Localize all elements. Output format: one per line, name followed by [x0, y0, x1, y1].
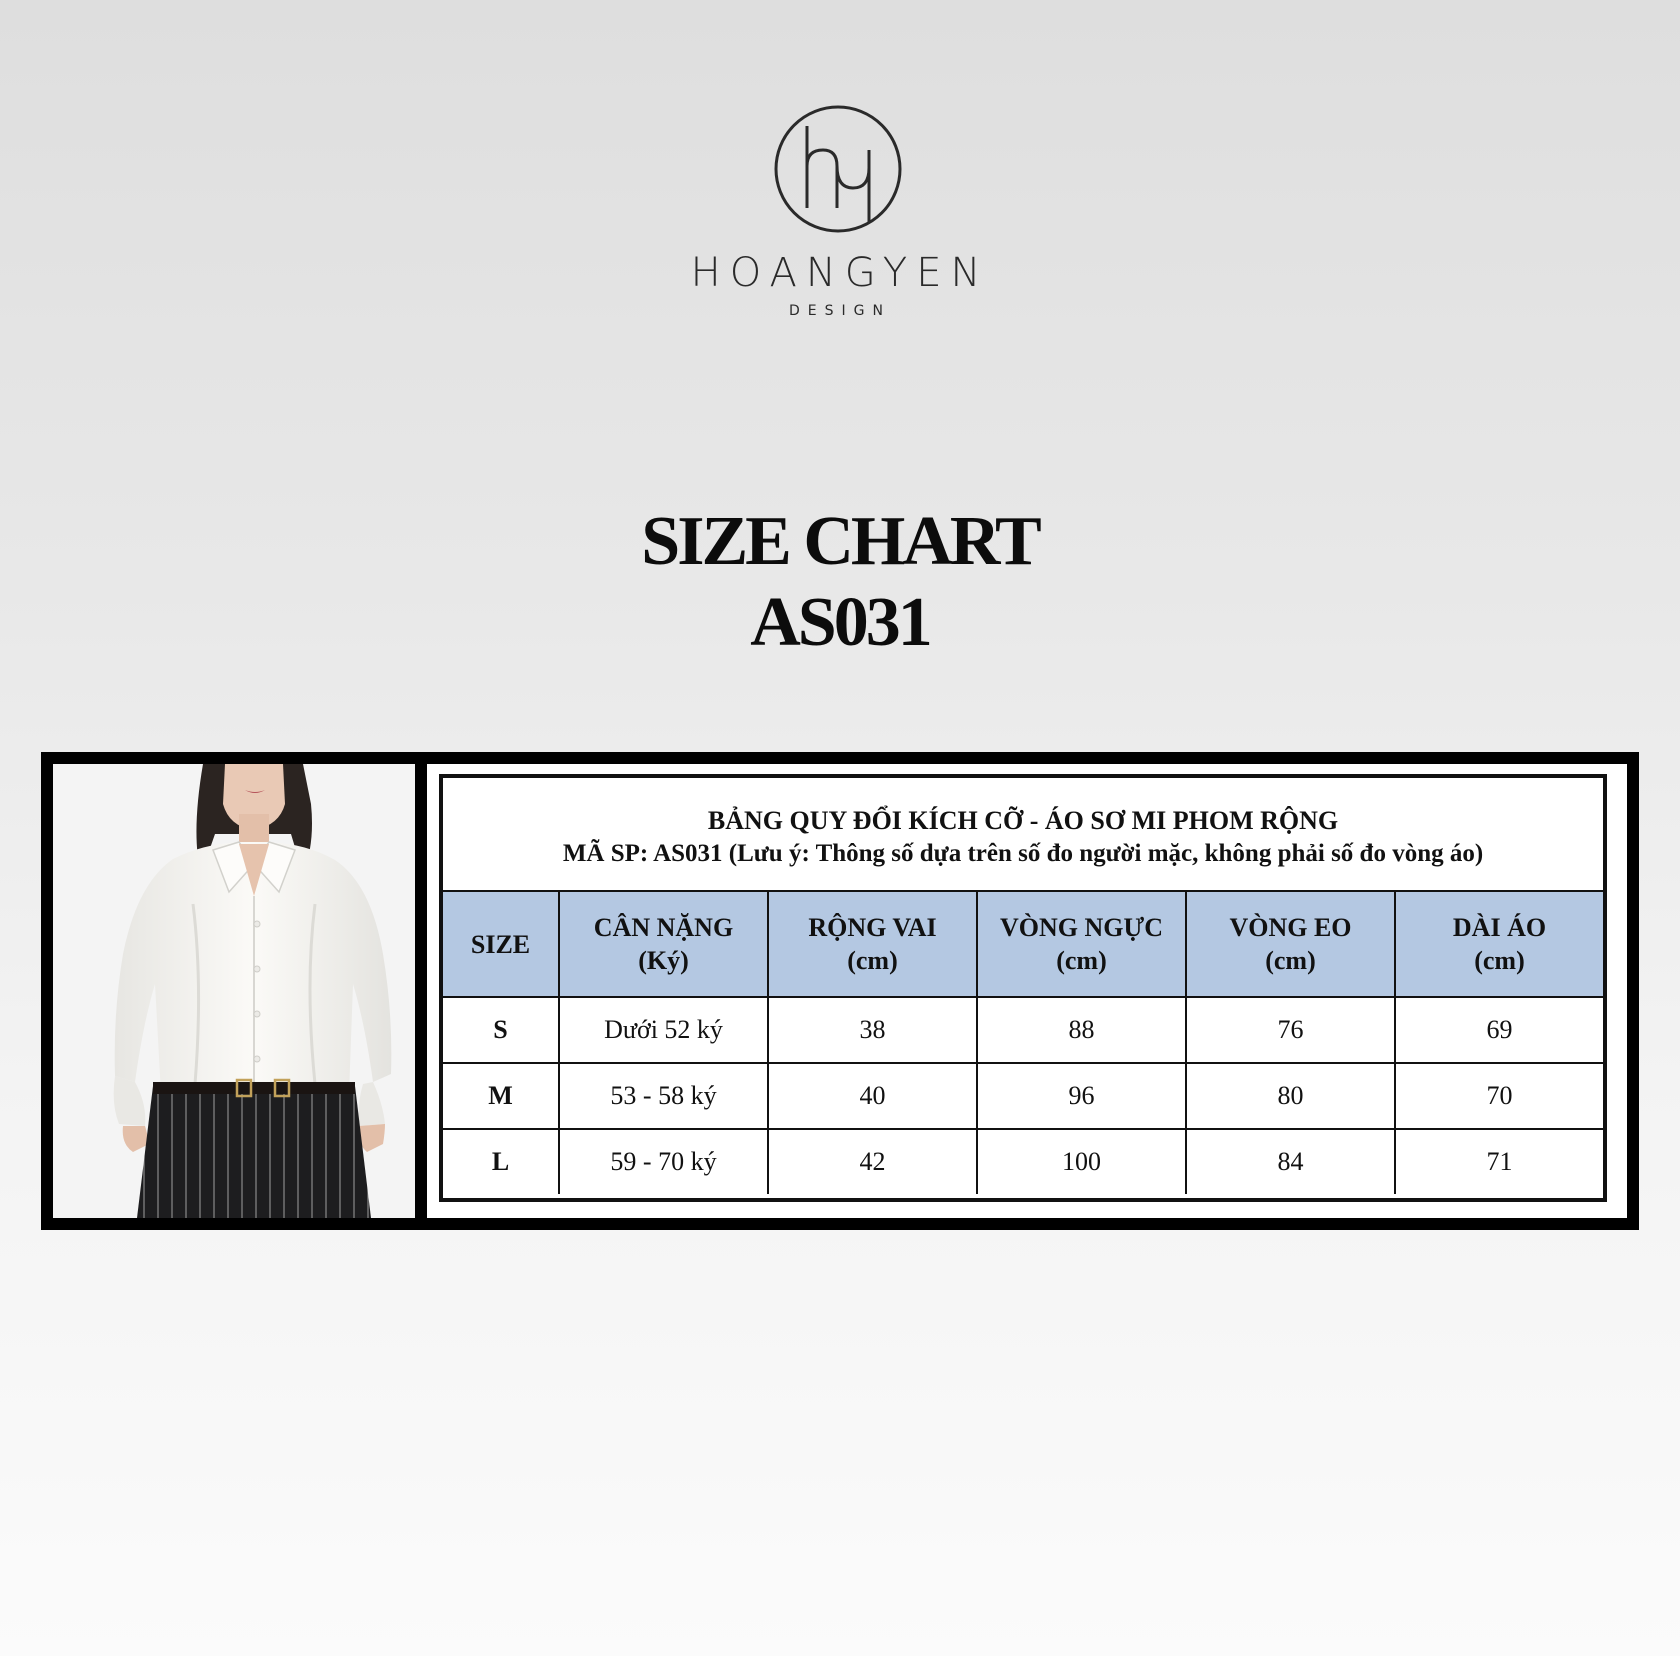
weight-cell: 53 - 58 ký	[559, 1063, 768, 1129]
length-cell: 70	[1395, 1063, 1603, 1129]
table-row	[443, 997, 1603, 1063]
weight-cell: 59 - 70 ký	[559, 1129, 768, 1194]
size-table	[443, 892, 1603, 1194]
size-cell: M	[443, 1063, 559, 1129]
column-header-waist: VÒNG EO (cm)	[1186, 892, 1395, 997]
size-table-header	[443, 778, 1603, 892]
column-header-chest: VÒNG NGỰC (cm)	[977, 892, 1186, 997]
hy-monogram-icon	[773, 104, 903, 234]
chest-cell: 88	[977, 997, 1186, 1063]
size-chart-frame	[41, 752, 1639, 1230]
size-table-heading: BẢNG QUY ĐỔI KÍCH CỠ - ÁO SƠ MI PHOM RỘNG	[707, 806, 1339, 835]
shoulder-cell: 42	[768, 1129, 977, 1194]
product-code-title: AS031	[750, 584, 930, 661]
page-title: SIZE CHART	[641, 503, 1039, 580]
column-header-size: SIZE	[443, 892, 559, 997]
table-header-row	[443, 892, 1603, 997]
waist-cell: 84	[1186, 1129, 1395, 1194]
length-cell: 69	[1395, 997, 1603, 1063]
size-table-panel	[427, 764, 1627, 1218]
product-photo	[53, 764, 415, 1218]
size-cell: L	[443, 1129, 559, 1194]
size-cell: S	[443, 997, 559, 1063]
chest-cell: 96	[977, 1063, 1186, 1129]
shoulder-cell: 38	[768, 997, 977, 1063]
length-cell: 71	[1486, 1147, 1513, 1176]
waist-cell: 80	[1186, 1063, 1395, 1129]
column-header-length: DÀI ÁO (cm)	[1395, 892, 1603, 997]
size-table-subheading: MÃ SP: AS031 (Lưu ý: Thông số dựa trên số đo người mặc, không phải số đo vòng áo)	[562, 840, 1484, 867]
brand-logo	[690, 100, 990, 330]
table-row	[443, 1063, 1603, 1129]
shoulder-cell: 40	[768, 1063, 977, 1129]
weight-cell: Dưới 52 ký	[559, 997, 768, 1063]
waist-cell: 76	[1186, 997, 1395, 1063]
brand-name: HOANGYEN	[690, 250, 990, 296]
column-header-weight: CÂN NẶNG (Ký)	[559, 892, 768, 997]
column-header-shoulder: RỘNG VAI (cm)	[768, 892, 977, 997]
table-row	[443, 1129, 1603, 1194]
brand-subtitle: DESIGN	[789, 303, 891, 319]
model-photo-icon	[53, 764, 415, 1218]
size-table-box	[439, 774, 1607, 1202]
chest-cell: 100	[977, 1129, 1186, 1194]
